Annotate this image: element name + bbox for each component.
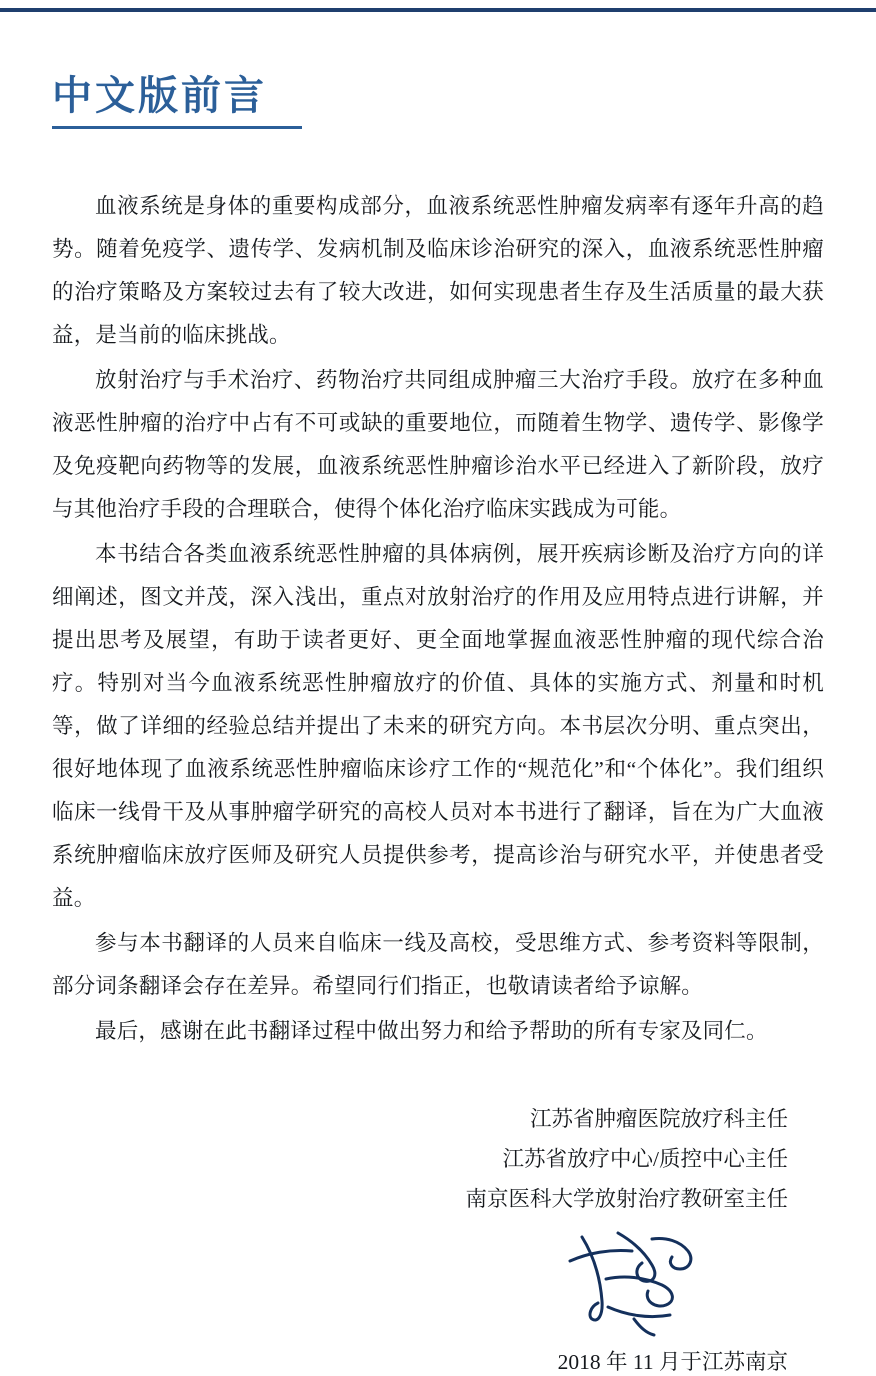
- paragraph: 放射治疗与手术治疗、药物治疗共同组成肿瘤三大治疗手段。放疗在多种血液恶性肿瘤的治疗中占有不可或缺的重要地位，而随着生物学、遗传学、影像学及免疫靶向药物等的发展，血液系统恶性肿瘤诊治水平已经进入了新阶段，放疗与其他治疗手段的合理联合，使得个体化治疗临床实践成为可能。: [52, 368, 824, 521]
- page-title: 中文版前言: [52, 73, 267, 119]
- signature-line: 南京医科大学放射治疗教研室主任: [465, 1187, 788, 1211]
- date-line: 2018 年 11 月于江苏南京: [557, 1350, 788, 1374]
- handwritten-signature: [52, 1223, 824, 1343]
- paragraph: 参与本书翻译的人员来自临床一线及高校，受思维方式、参考资料等限制，部分词条翻译会存在差异。希望同行们指正，也敬请读者给予谅解。: [52, 931, 824, 998]
- title-underline: [52, 126, 302, 129]
- signature-line: 江苏省放疗中心/质控中心主任: [502, 1147, 788, 1171]
- signature-block: [52, 1099, 824, 1219]
- paragraph: 血液系统是身体的重要构成部分，血液系统恶性肿瘤发病率有逐年升高的趋势。随着免疫学、遗传学、发病机制及临床诊治研究的深入，血液系统恶性肿瘤的治疗策略及方案较过去有了较大改进，如何实现患者生存及生活质量的最大获益，是当前的临床挑战。: [52, 194, 824, 347]
- paragraph: 本书结合各类血液系统恶性肿瘤的具体病例，展开疾病诊断及治疗方向的详细阐述，图文并茂，深入浅出，重点对放射治疗的作用及应用特点进行讲解，并提出思考及展望，有助于读者更好、更全面地掌握血液恶性肿瘤的现代综合治疗。特别对当今血液系统恶性肿瘤放疗的价值、具体的实施方式、剂量和时机等，做了详细的经验总结并提出了未来的研究方向。本书层次分明、重点突出，很好地体现了血液系统恶性肿瘤临床诊疗工作的“规范化”和“个体化”。我们组织临床一线骨干及从事肿瘤学研究的高校人员对本书进行了翻译，旨在为广大血液系统肿瘤临床放疗医师及研究人员提供参考，提高诊治与研究水平，并使患者受益。: [52, 542, 824, 910]
- signature-line: 江苏省肿瘤医院放疗科主任: [529, 1107, 788, 1131]
- paragraph: 最后，感谢在此书翻译过程中做出努力和给予帮助的所有专家及同仁。: [95, 1019, 768, 1043]
- body-text: [52, 185, 824, 1053]
